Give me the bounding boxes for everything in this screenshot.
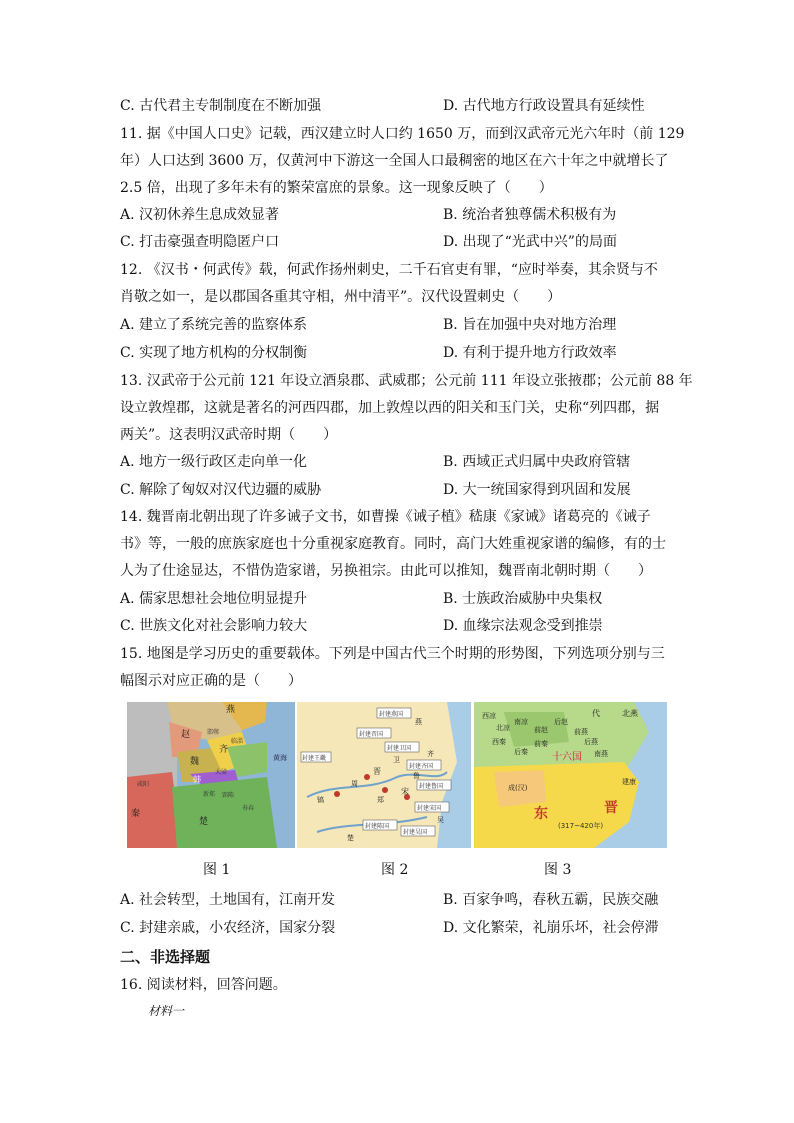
map3-label-nanliang: 南凉 — [514, 718, 528, 726]
map1-label-qin: 秦 — [131, 809, 141, 819]
q12-stem-line-1: 12. 《汉书・何武传》载，何武作扬州刺史，二千石官吏有罪，“应时举奏，其余贤与不 — [120, 262, 658, 278]
q14-option-d: D. 血缘宗法观念受到推崇 — [443, 618, 603, 634]
map2-label-lu: 鲁 — [413, 772, 420, 780]
map3-label-years: (317~420年) — [558, 822, 604, 830]
map1-label-han: 韩 — [193, 775, 201, 784]
q12-stem-line-2: 肖敬之如一，是以郡国各重其守相，州中清平”。汉代设置刺史（ ） — [120, 289, 562, 305]
map1-label-yingchen: 郢陈 — [222, 792, 235, 799]
map1-label-handan: 邯郸 — [207, 729, 220, 736]
map2-label-zhou: 周 — [351, 780, 358, 788]
map2-label-qi: 齐 — [427, 750, 434, 758]
map3-label-beiliang: 北凉 — [496, 724, 510, 732]
map2-label-feng-lu: 封建鲁国 — [419, 783, 444, 790]
map2-label-feng-yan: 封建燕国 — [379, 711, 404, 718]
q11-stem-line-1: 11. 据《中国人口史》记载，西汉建立时人口约 1650 万，而到汉武帝元光六年时（前 129 — [120, 126, 685, 142]
map-figure-1 — [127, 702, 295, 848]
map3-label-houqin: 后秦 — [514, 748, 528, 756]
q13-stem-line-1: 13. 汉武帝于公元前 121 年设立酒泉郡、武威郡；公元前 111 年设立张掖郡；公元前 88 年 — [120, 373, 693, 389]
map1-label-qi: 齐 — [219, 745, 229, 755]
q16-material-label: 材料一 — [148, 1004, 185, 1018]
q14-stem-line-1: 14. 魏晋南北朝出现了许多诫子文书，如曹操《诫子植》嵇康《家诫》诸葛亮的《诫子 — [120, 509, 651, 525]
map2-label-feng-wu: 封建吴国 — [403, 829, 428, 836]
map3-label-jin: 晋 — [604, 800, 618, 816]
q11-option-a: A. 汉初休养生息成效显著 — [120, 207, 280, 223]
q13-option-d: D. 大一统国家得到巩固和发展 — [443, 482, 631, 498]
map1-label-linzi: 临淄 — [231, 738, 244, 745]
map3-label-sixteen: 十六国 — [552, 752, 582, 763]
map-1-svg — [127, 702, 295, 848]
map3-label-xiqin: 西秦 — [492, 738, 506, 746]
q12-option-c: C. 实现了地方机构的分权制衡 — [120, 345, 308, 361]
map1-label-chu: 楚 — [199, 817, 209, 827]
map1-label-yan: 燕 — [226, 705, 236, 715]
city-dot — [334, 791, 340, 797]
map1-label-xianyang: 咸阳 — [137, 781, 150, 788]
map2-label-hao: 镐 — [317, 796, 324, 804]
map2-label-yan: 燕 — [415, 718, 422, 726]
map1-label-wei: 魏 — [190, 757, 200, 767]
map3-label-houyan: 后燕 — [584, 738, 598, 746]
region-chu — [172, 777, 277, 848]
map2-label-royal: 封建王畿 — [302, 755, 327, 762]
map2-label-feng-qi: 封建齐国 — [409, 763, 434, 770]
q13-stem-line-3: 两关”。这表明汉武帝时期（ ） — [120, 427, 338, 443]
map2-label-song: 宋 — [401, 787, 409, 796]
q13-option-c: C. 解除了匈奴对汉代边疆的威胁 — [120, 482, 322, 498]
map3-label-qianqin: 前秦 — [534, 740, 548, 748]
q11-stem-line-3: 2.5 倍，出现了多年未有的繁荣富庶的景象。这一现象反映了（ ） — [120, 180, 553, 196]
map2-label-feng-wei: 封建卫国 — [387, 745, 412, 752]
q13-option-a: A. 地方一级行政区走向单一化 — [120, 454, 308, 470]
map3-label-beiyan: 北燕 — [622, 709, 638, 718]
q14-stem-line-3: 人为了仕途显达，不惜伪造家谱，另换祖宗。由此可以推知，魏晋南北朝时期（ ） — [120, 563, 652, 579]
q15-stem-line-1: 15. 地图是学习历史的重要载体。下列是中国古代三个时期的形势图，下列选项分别与三 — [120, 646, 665, 662]
q15-option-a: A. 社会转型，土地国有，江南开发 — [120, 892, 336, 908]
section-heading: 二、非选择题 — [120, 948, 211, 966]
q10-option-c: C. 古代君主专制制度在不断加强 — [120, 98, 322, 114]
q11-option-b: B. 统治者独尊儒术积极有为 — [443, 207, 617, 223]
map2-label-wei: 卫 — [393, 756, 400, 764]
q15-stem-line-2: 幅图示对应正确的是（ ） — [120, 673, 302, 689]
map1-label-shouchun: 寿春 — [242, 805, 255, 812]
q15-option-c: C. 封建亲戚，小农经济，国家分裂 — [120, 920, 336, 936]
q11-stem-line-2: 年）人口达到 3600 万，仅黄河中下游这一全国人口最稠密的地区在六十年之中就增长了 — [120, 153, 669, 169]
map-figure-3 — [474, 702, 667, 848]
map-3-svg — [474, 702, 667, 848]
q12-option-b: B. 旨在加强中央对地方治理 — [443, 317, 617, 333]
map-2-svg — [297, 702, 471, 848]
map3-label-dai: 代 — [592, 709, 600, 718]
map2-label-jin: 晋 — [373, 767, 381, 776]
map1-label-daliang: 大梁 — [215, 769, 228, 776]
map2-label-feng-chen: 封建陈国 — [365, 823, 390, 830]
map3-label-nanyan: 南燕 — [594, 750, 608, 758]
caption-figure-1: 图 1 — [203, 862, 231, 878]
q12-option-d: D. 有利于提升地方行政效率 — [443, 345, 617, 361]
q14-option-c: C. 世族文化对社会影响力较大 — [120, 618, 308, 634]
q14-option-a: A. 儒家思想社会地位明显提升 — [120, 591, 308, 607]
city-dot — [382, 787, 388, 793]
q10-option-d: D. 古代地方行政设置具有延续性 — [443, 98, 645, 114]
map2-label-chu: 楚 — [347, 834, 354, 842]
q13-option-b: B. 西域正式归属中央政府管辖 — [443, 454, 631, 470]
map1-label-zhao: 赵 — [181, 730, 191, 740]
q16-stem: 16. 阅读材料，回答问题。 — [120, 977, 287, 993]
map3-label-dong: 东 — [534, 806, 548, 822]
map3-label-chenghan: 成(汉) — [508, 784, 528, 792]
city-dot — [364, 774, 370, 780]
q12-option-a: A. 建立了系统完善的监察体系 — [120, 317, 308, 333]
map3-label-jiankang: 建康 — [622, 778, 636, 786]
map3-label-qianyan: 前燕 — [574, 728, 588, 736]
q11-option-c: C. 打击豪强查明隐匿户口 — [120, 234, 280, 250]
map3-label-houzhao: 后赵 — [554, 718, 568, 726]
q14-stem-line-2: 书》等，一般的庶族家庭也十分重视家庭教育。同时，高门大姓重视家谱的编修，有的士 — [120, 536, 666, 552]
map2-label-zheng: 郑 — [377, 796, 384, 804]
q14-option-b: B. 士族政治威胁中央集权 — [443, 591, 603, 607]
caption-figure-3: 图 3 — [544, 862, 572, 878]
map2-label-feng-jin: 封建晋国 — [359, 731, 384, 738]
map2-label-wu: 吴 — [437, 816, 444, 824]
map2-label-feng-song: 封建宋国 — [417, 805, 442, 812]
q15-option-b: B. 百家争鸣，春秋五霸，民族交融 — [443, 892, 659, 908]
map1-label-sea: 黄海 — [273, 754, 287, 762]
map1-label-xinzheng: 新郑 — [203, 791, 216, 798]
map3-label-qianzhao: 前赵 — [534, 726, 548, 734]
q15-option-d: D. 文化繁荣，礼崩乐坏，社会停滞 — [443, 920, 659, 936]
map-figure-2 — [297, 702, 471, 848]
q13-stem-line-2: 设立敦煌郡，这就是著名的河西四郡，加上敦煌以西的阳关和玉门关，史称“列四郡，据 — [120, 400, 660, 416]
q11-option-d: D. 出现了“光武中兴”的局面 — [443, 234, 617, 250]
map3-label-xiliang: 西凉 — [482, 712, 496, 720]
caption-figure-2: 图 2 — [381, 862, 409, 878]
